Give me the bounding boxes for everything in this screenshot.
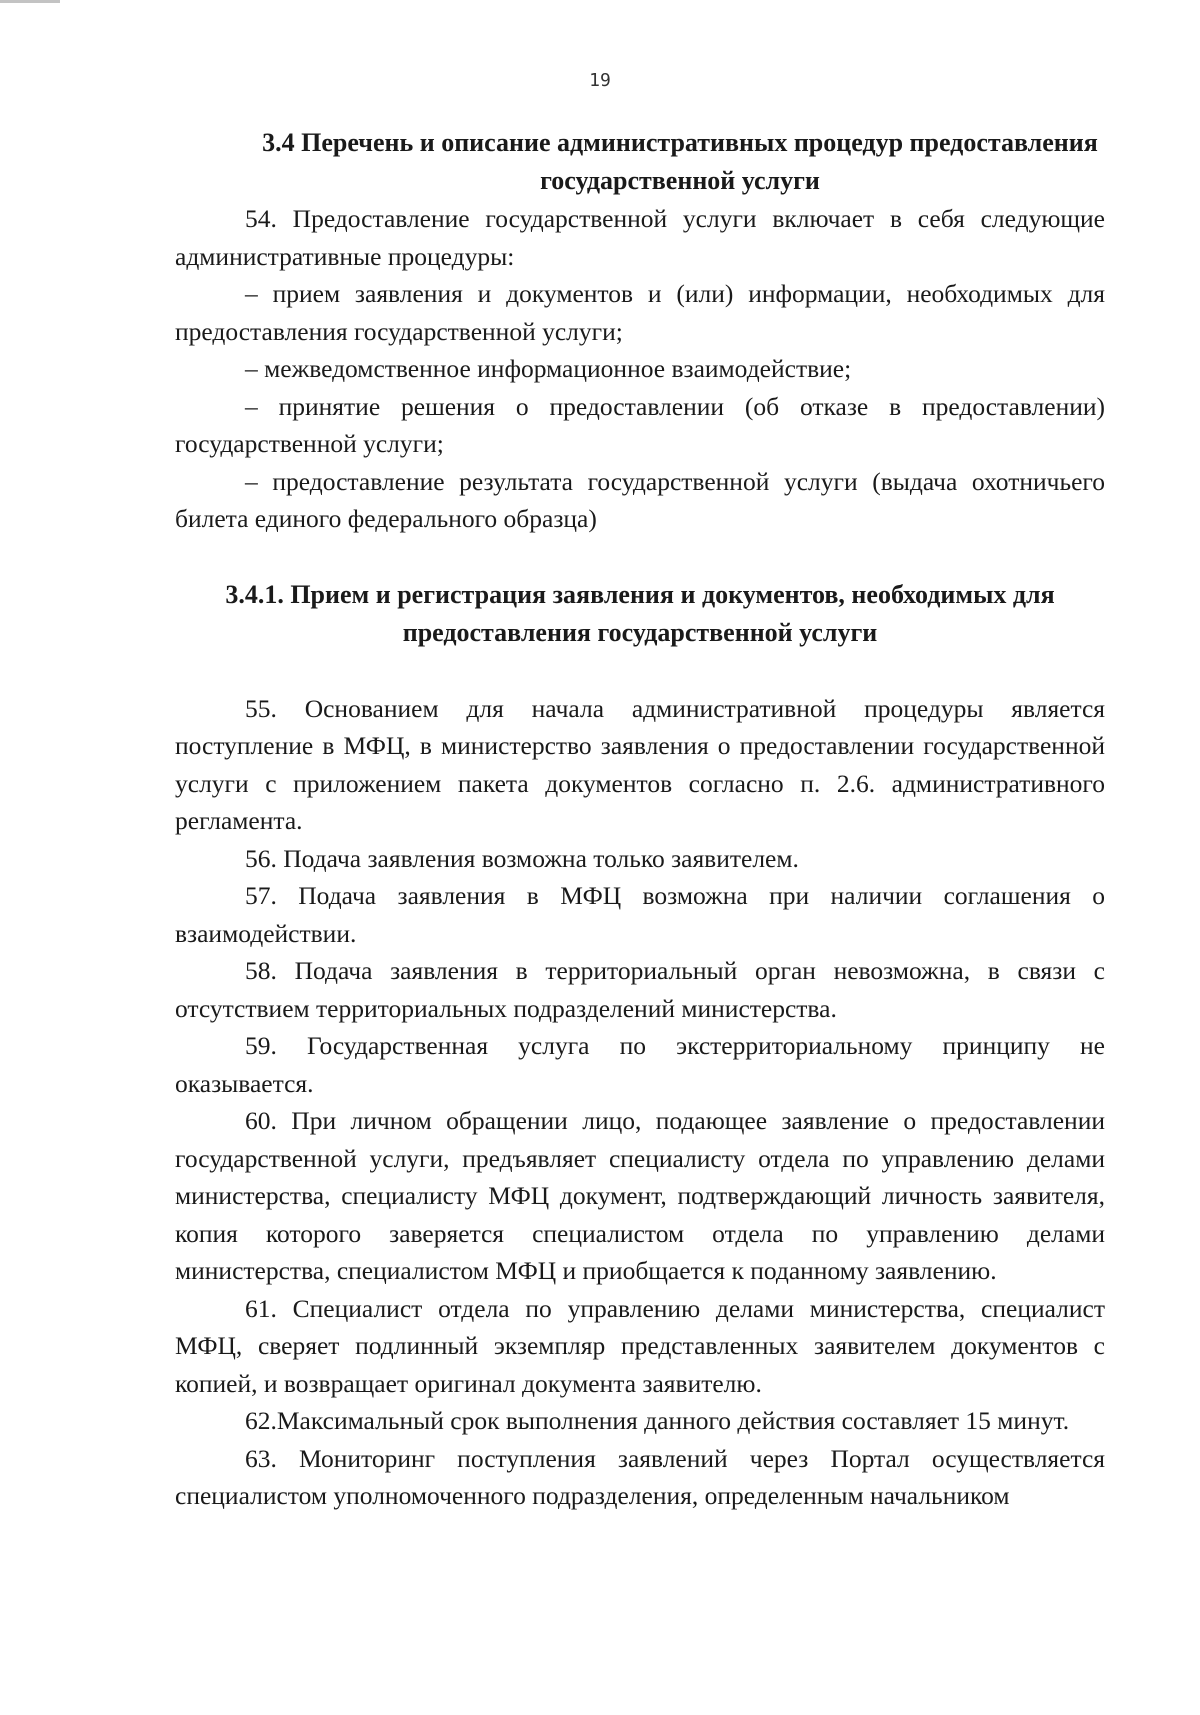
page-number: 19 [589, 70, 611, 91]
section-heading: 3.4 Перечень и описание административных процедур предоставления государственной услуги [262, 128, 1098, 195]
list-item-reception: – прием заявления и документов и (или) информации, необходимых для предоставления государственной услуги; [175, 279, 1105, 346]
paragraph-58: 58. Подача заявления в территориальный орган невозможна, в связи с отсутствием территориальных подразделений министерства. [175, 956, 1105, 1023]
paragraph-57: 57. Подача заявления в МФЦ возможна при наличии соглашения о взаимодействии. [175, 881, 1105, 948]
paragraph-60: 60. При личном обращении лицо, подающее заявление о предоставлении государственной услуги, предъявляет специалисту отдела по управлению делами министерства, специалисту МФЦ документ, подтверждающий личность заявителя, копия которого заверяется специалистом отдела по управлению делами министерства, специалистом МФЦ и приобщается к поданному заявлению. [175, 1106, 1105, 1285]
list-item-decision: – принятие решения о предоставлении (об отказе в предоставлении) государственной услуги; [175, 391, 1105, 458]
subsection-heading: 3.4.1. Прием и регистрация заявления и документов, необходимых для предоставления государственной услуги [225, 579, 1055, 647]
paragraph-59: 59. Государственная услуга по экстерриториальному принципу не оказывается. [175, 1031, 1105, 1098]
paragraph-63: 63. Мониторинг поступления заявлений через Портал осуществляется специалистом уполномоченного подразделения, определенным начальником [175, 1443, 1105, 1510]
scan-edge-mark [0, 0, 60, 3]
list-item-interagency: – межведомственное информационное взаимодействие; [245, 354, 852, 383]
paragraph-62: 62.Максимальный срок выполнения данного действия составляет 15 минут. [245, 1406, 1070, 1435]
paragraph-54: 54. Предоставление государственной услуги включает в себя следующие административные процедуры: [175, 204, 1105, 271]
list-item-result: – предоставление результата государственной услуги (выдача охотничьего билета единого федерального образца) [175, 466, 1105, 533]
document-body [175, 124, 1105, 1515]
paragraph-56: 56. Подача заявления возможна только заявителем. [245, 843, 799, 873]
paragraph-55: 55. Основанием для начала административной процедуры является поступление в МФЦ, в министерство заявления о предоставлении государственной услуги с приложением пакета документов согласно п. 2.6. административного регламента. [175, 693, 1105, 835]
paragraph-61: 61. Специалист отдела по управлению делами министерства, специалист МФЦ, сверяет подлинный экземпляр представленных заявителем документов с копией, и возвращает оригинал документа заявителю. [175, 1293, 1105, 1398]
